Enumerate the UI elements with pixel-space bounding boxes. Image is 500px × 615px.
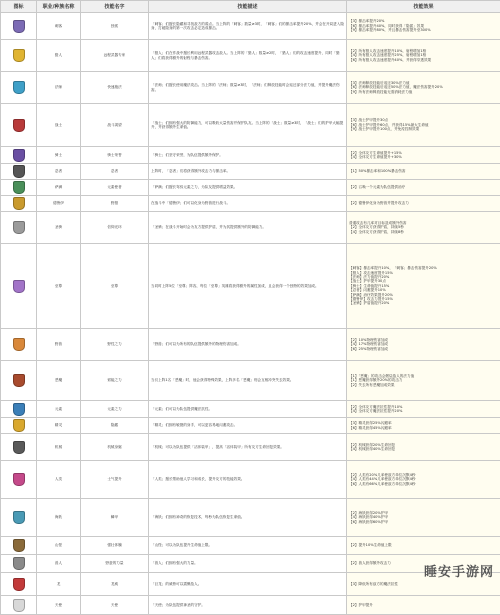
job-name: 骑士 (37, 147, 81, 164)
skill-name: 鳞甲 (81, 499, 149, 537)
effect-line: 【猎人】攻击速度提升15% (349, 271, 498, 275)
row-icon-cell (1, 329, 37, 361)
effect-line: 【6】人类有66%几率使敌方单位沉默4秒 (349, 482, 498, 486)
effect-line: 【3】法师释放技能后返还30%法力值 (349, 81, 498, 85)
effect-line: 【6】海妖获得60%护甲 (349, 520, 498, 524)
effect-line: 【骑士】生命值提升15% (349, 284, 498, 288)
skill-effects (347, 164, 500, 180)
effect-line: 【法师】法力值提升20% (349, 275, 498, 279)
effect-line: 【2】召唤一个元素为队伍提供治疗 (349, 185, 498, 189)
class-emblem-icon (13, 181, 25, 194)
skill-name: 远程武器专家 (81, 40, 149, 72)
class-emblem-icon (13, 221, 25, 234)
skill-description: 「机械」可以为队伍提供「活体装甲」，提高「活体装甲」所有友方生命回复效果。 (149, 434, 347, 461)
effect-line: 【德鲁伊】攻击力提升15% (349, 297, 498, 301)
effect-line: 【1】恶魔获得额外20%的攻击力 (349, 378, 498, 382)
header-desc: 技能描述 (149, 1, 347, 13)
effect-line: 【4】17%物理伤害加成 (349, 342, 498, 346)
class-emblem-icon (13, 539, 25, 552)
skill-description: 「法师」们擅长使用魔法攻击。当上阵的「法师」数量≥3时，「法师」们释放技能时会返还部分法力值，并提升魔法伤害。 (149, 72, 347, 104)
effect-line: 【1】50%暴击率和100%暴击伤害 (349, 169, 498, 173)
skill-effects (347, 72, 500, 104)
class-emblem-icon (13, 280, 25, 293)
effect-line: 【萨满】治疗效果提升20% (349, 293, 498, 297)
job-name: 人类 (37, 461, 81, 499)
table-row (1, 361, 500, 401)
effect-line: 【6】精灵获得45%闪避率 (349, 426, 498, 430)
effect-line: 【忍者】闪避提升10% (349, 288, 498, 292)
skill-description: 「战士」们拥有强大的防御能力，可以吸收大量伤害并保护队友。当上阵的「战士」数量≥3时，「战士」们的护甲大幅提升，并获得额外生命值。 (149, 104, 347, 147)
effect-line: 【4】海妖获得40%护甲 (349, 515, 498, 519)
class-emblem-icon (13, 441, 25, 454)
table-row (1, 104, 500, 147)
skill-name: 龙威 (81, 573, 149, 596)
skill-description: 「人类」擅长帮助他人学习和成长，提升友方的技能效果。 (149, 461, 347, 499)
skill-name: 战斗渴望 (81, 104, 149, 147)
effect-line: 普通攻击有几率对目标造成额外伤害 (349, 221, 498, 225)
skill-description: 当仅上阵1名「恶魔」时，他会获得特殊效果，上阵多名「恶魔」则会互相冲突失去效果。 (149, 361, 347, 401)
row-icon-cell (1, 573, 37, 596)
table-header-row (1, 1, 500, 13)
row-icon-cell (1, 72, 37, 104)
effect-line: 【2】人类有20%几率使敌方单位沉默4秒 (349, 473, 498, 477)
row-icon-cell (1, 13, 37, 40)
skill-description: 「野兽」们可以为所有的队伍提供额外的物理伤害加成。 (149, 329, 347, 361)
job-name: 元素 (37, 401, 81, 418)
class-emblem-icon (13, 403, 25, 416)
skill-effects (347, 461, 500, 499)
effect-line: 【4】人类有44%几率使敌方单位沉默4秒 (349, 477, 498, 481)
skill-name: 隐藏 (81, 418, 149, 434)
effect-line: 【4】机械获得40%生命回复 (349, 447, 498, 451)
row-icon-cell (1, 180, 37, 196)
class-emblem-icon (13, 20, 25, 33)
job-name: 忍者 (37, 164, 81, 180)
effect-line: 【3】精灵获得25%闪避率 (349, 421, 498, 425)
class-emblem-icon (13, 338, 25, 351)
effect-line: 【4】全体友方获得护盾，持续8秒 (349, 230, 498, 234)
header-job: 职业/种族名称 (37, 1, 81, 13)
effect-line: 【2】全体友方魔法抗性提升10% (349, 405, 498, 409)
class-emblem-icon (13, 419, 25, 432)
job-name: 刺客 (37, 13, 81, 40)
row-icon-cell (1, 461, 37, 499)
job-name: 精灵 (37, 418, 81, 434)
skill-effects (347, 499, 500, 537)
skill-description: 上阵时，「忍者」们将获得额外攻击力与暴击率。 (149, 164, 347, 180)
row-icon-cell (1, 499, 37, 537)
effect-line: 【2】全体友方获得护盾，持续5秒 (349, 225, 498, 229)
skill-description: 「兽人」们拥有强大的力量。 (149, 555, 347, 573)
skill-name: 士气提升 (81, 461, 149, 499)
row-icon-cell (1, 164, 37, 180)
class-emblem-icon (13, 557, 25, 570)
skill-description: 在战斗中「德鲁伊」们可以化身为野兽进行战斗。 (149, 196, 347, 212)
skill-description: 「山怪」可以为队伍提升生命值上限。 (149, 537, 347, 555)
effect-line: 【1】「恶魔」的攻击会燃烧敌人的法力值 (349, 374, 498, 378)
table-row (1, 329, 500, 361)
skill-name: 天使 (81, 596, 149, 615)
skill-description: 「圣骑」在战斗开始时会为友方提供护盾，并为其提供额外的防御能力。 (149, 212, 347, 244)
table-row (1, 40, 500, 72)
skill-name: 元素之力 (81, 401, 149, 418)
skill-description: 「骑士」们坚守荣誉，为队伍提供额外保护。 (149, 147, 347, 164)
class-emblem-icon (13, 81, 25, 94)
skill-effects (347, 212, 500, 244)
class-emblem-icon (13, 578, 25, 591)
effect-line: 【2】机械获得20%生命回复 (349, 443, 498, 447)
job-name: 圣骑 (37, 212, 81, 244)
class-emblem-icon (13, 599, 25, 612)
class-emblem-icon (13, 119, 25, 132)
row-icon-cell (1, 147, 37, 164)
skill-name: 骑士荣誉 (81, 147, 149, 164)
row-icon-cell (1, 40, 37, 72)
row-icon-cell (1, 555, 37, 573)
skill-effects (347, 596, 500, 615)
table-row (1, 72, 500, 104)
skill-effects (347, 537, 500, 555)
class-emblem-icon (13, 49, 25, 62)
skill-effects (347, 196, 500, 212)
effect-line: 【4】全体友方魔法抗性提升20% (349, 409, 498, 413)
effect-line: 【2】失去所有恶魔加成效果 (349, 383, 498, 387)
effect-line: 【2】所有猎人攻击速度提升10%，射程增加1格 (349, 49, 498, 53)
skill-effects (347, 104, 500, 147)
skill-name: 独孤 (81, 13, 149, 40)
skill-description: 「精灵」们拥有敏捷的身手，可以更容易地闪避攻击。 (149, 418, 347, 434)
job-name: 兽人 (37, 555, 81, 573)
row-icon-cell (1, 418, 37, 434)
table-row (1, 196, 500, 212)
table-row (1, 537, 500, 555)
job-name: 龙 (37, 573, 81, 596)
job-name: 猎人 (37, 40, 81, 72)
table-row (1, 180, 500, 196)
skill-effects (347, 147, 500, 164)
table-row (1, 164, 500, 180)
skill-effects (347, 329, 500, 361)
row-icon-cell (1, 596, 37, 615)
effect-line: 【2】护甲提升 (349, 603, 498, 607)
effect-line: 【2】提升10%生命值上限 (349, 543, 498, 547)
table-row (1, 596, 500, 615)
table-row (1, 418, 500, 434)
skill-effects (347, 361, 500, 401)
skill-name: 快速施法 (81, 72, 149, 104)
skill-name: 野蛮的力量 (81, 555, 149, 573)
job-name: 机械 (37, 434, 81, 461)
job-name: 至尊 (37, 244, 81, 329)
job-name: 法师 (37, 72, 81, 104)
class-emblem-icon (13, 197, 25, 210)
skill-effects (347, 244, 500, 329)
skill-effects (347, 434, 500, 461)
effect-line: 【6】暴击率提升40%，同时获得「隐匿」效果 (349, 24, 498, 28)
class-emblem-icon (13, 165, 25, 178)
skill-effects (347, 40, 500, 72)
row-icon-cell (1, 434, 37, 461)
effect-line: 【3】战士护甲提升30点 (349, 118, 498, 122)
effect-line: 【6】战士护甲提升60点，并获得15%最大生命值 (349, 123, 498, 127)
effect-line: 【9】战士护甲提升100点，并免疫控制效果 (349, 127, 498, 131)
skill-description: 「萨满」们擅长驾驭元素之力，为队友提供增益效果。 (149, 180, 347, 196)
effect-line: 【2】海妖获得20%护甲 (349, 511, 498, 515)
table-row (1, 434, 500, 461)
skill-name: 信仰光环 (81, 212, 149, 244)
row-icon-cell (1, 537, 37, 555)
job-name: 德鲁伊 (37, 196, 81, 212)
table-row (1, 212, 500, 244)
job-name: 战士 (37, 104, 81, 147)
skill-effects (347, 418, 500, 434)
effect-line: 【4】所有猎人攻击速度提升25%，射程增加1格 (349, 53, 498, 57)
skill-name: 至尊 (81, 244, 149, 329)
effect-line: 【2】兽人获得额外攻击力 (349, 561, 498, 565)
skill-description: 「天使」为队伍提供神圣的守护。 (149, 596, 347, 615)
job-name: 海妖 (37, 499, 81, 537)
table-row (1, 499, 500, 537)
effect-line: 【4】全体友方生命值提升+30% (349, 155, 498, 159)
class-emblem-icon (13, 473, 25, 486)
job-name: 恶魔 (37, 361, 81, 401)
effect-line: 【2】10%物理伤害加成 (349, 338, 498, 342)
effect-line: 【刺客】暴击率提升10%，「刺客」暴击伤害提升20% (349, 266, 498, 270)
effect-line: 【9】暴击率提升80%，并且暴击伤害提升至300% (349, 28, 498, 32)
row-icon-cell (1, 401, 37, 418)
table-row (1, 461, 500, 499)
effect-line: 【6】25%物理伤害加成 (349, 347, 498, 351)
skill-name: 忍者 (81, 164, 149, 180)
job-name: 山怪 (37, 537, 81, 555)
header-skill: 技能名字 (81, 1, 149, 13)
watermark: 睡安手游网 (424, 561, 494, 580)
job-name: 野兽 (37, 329, 81, 361)
header-icon: 图标 (1, 1, 37, 13)
skill-description: 「猎人」们在作战中擅长利用远程武器攻击敌人。当上阵的「猎人」数量≥2时，「猎人」们的攻击速度提升，同时「猎人」们将获得额外的射程与暴击伤害。 (149, 40, 347, 72)
skill-description: 「巨龙」的威势可以震慑敌人。 (149, 573, 347, 596)
effect-line: 【3】暴击率提升20% (349, 19, 498, 23)
effect-line: 【6】所有猎人攻击速度提升40%，并获得穿透效果 (349, 58, 498, 62)
row-icon-cell (1, 104, 37, 147)
header-effect: 技能效果 (347, 1, 500, 13)
class-emblem-icon (13, 511, 25, 524)
skill-name: 野猎 (81, 196, 149, 212)
effect-line: 【战士】护甲提升30点 (349, 279, 498, 283)
effect-line: 【9】所有法师释放技能无需消耗法力值 (349, 90, 498, 94)
skill-name: 邪能之力 (81, 361, 149, 401)
table-row (1, 244, 500, 329)
effect-line: 【圣骑】护盾值提升20% (349, 301, 498, 305)
skill-name: 元素使者 (81, 180, 149, 196)
skill-name: 机械身躯 (81, 434, 149, 461)
skill-description: 「刺客」们擅长隐藏和寻找敌方的弱点。当上阵的「刺客」数量≥3时，「刺客」们的暴击率提升20%，并会在开局进入隐身，打破隐身的第一次攻击必定造成暴击。 (149, 13, 347, 40)
effect-line: 【2】德鲁伊化身为野兽并提升攻击力 (349, 201, 498, 205)
job-name: 萨满 (37, 180, 81, 196)
table-row (1, 401, 500, 418)
row-icon-cell (1, 244, 37, 329)
effect-line: 【3】降低所有敌方的魔法抗性 (349, 582, 498, 586)
row-icon-cell (1, 196, 37, 212)
skill-description: 「海妖」们拥有神奇的恢复技术，每秒为队伍恢复生命值。 (149, 499, 347, 537)
class-emblem-icon (13, 149, 25, 162)
table-row (1, 13, 500, 40)
skill-name: 野性之力 (81, 329, 149, 361)
effect-line: 【2】全体友方生命值提升+15% (349, 151, 498, 155)
skill-name: 强壮体魄 (81, 537, 149, 555)
skill-effects (347, 180, 500, 196)
row-icon-cell (1, 361, 37, 401)
job-name: 天使 (37, 596, 81, 615)
skill-effects (347, 401, 500, 418)
skill-description: 当同时上阵5位「至尊」阵容，每位「至尊」英雄将获得额外的属性加成，且会获得一个独特的效果加成。 (149, 244, 347, 329)
table-row (1, 147, 500, 164)
effect-line: 【6】法师释放技能后返还50%法力值，魔法伤害提升20% (349, 85, 498, 89)
skill-description: 「元素」们可以为队伍提供魔法抗性。 (149, 401, 347, 418)
class-emblem-icon (13, 374, 25, 387)
row-icon-cell (1, 212, 37, 244)
skill-effects (347, 13, 500, 40)
